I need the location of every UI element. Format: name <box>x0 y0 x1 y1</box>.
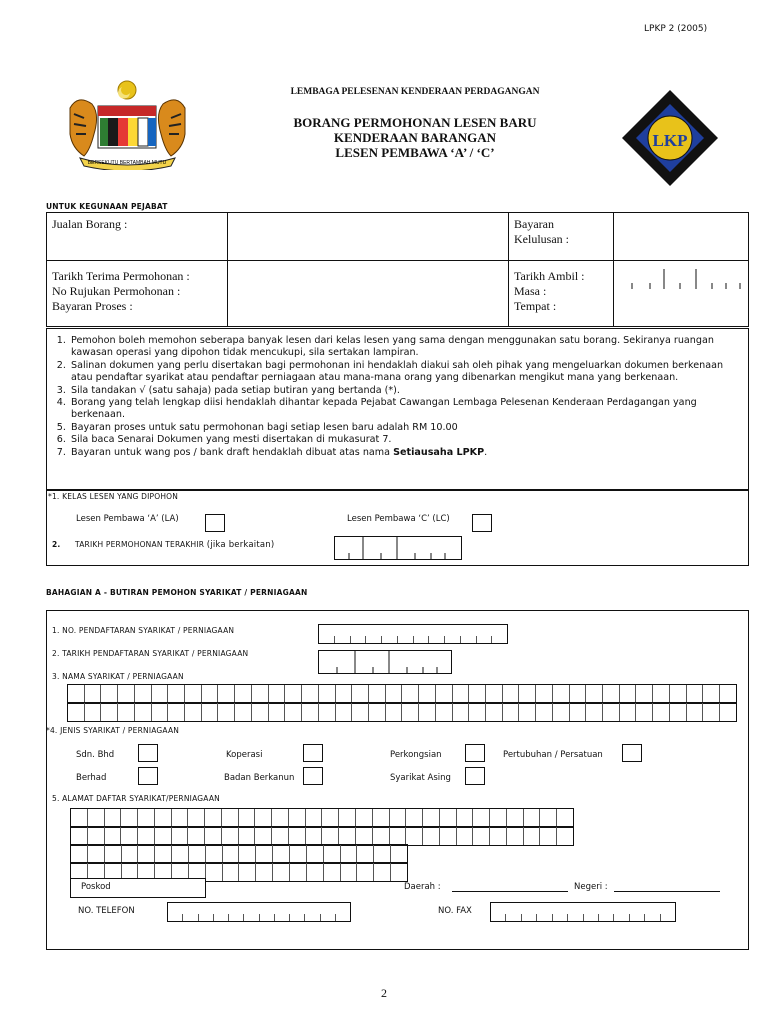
char-cell[interactable] <box>171 845 188 863</box>
char-cell[interactable] <box>338 809 355 827</box>
char-cell[interactable] <box>456 809 473 827</box>
char-cell[interactable] <box>117 703 134 721</box>
jualan-borang-value[interactable] <box>228 213 509 261</box>
char-cell[interactable] <box>476 636 492 643</box>
company-name-row-2[interactable] <box>67 702 737 722</box>
char-cell[interactable] <box>137 845 154 863</box>
char-cell[interactable] <box>168 914 182 921</box>
char-cell[interactable] <box>254 809 271 827</box>
char-cell[interactable] <box>373 845 390 863</box>
char-cell[interactable] <box>289 863 306 881</box>
char-cell[interactable] <box>71 809 87 827</box>
char-cell[interactable] <box>635 703 652 721</box>
char-cell[interactable] <box>365 636 381 643</box>
char-cell[interactable] <box>405 809 422 827</box>
type-sdn-bhd-label: Sdn. Bhd <box>76 750 115 760</box>
company-type-label: *4. JENIS SYARIKAT / PERNIAGAAN <box>46 726 180 735</box>
char-cell[interactable] <box>418 703 435 721</box>
char-cell[interactable] <box>556 809 573 827</box>
title-line-3: LESEN PEMBAWA ‘A’ / ‘C’ <box>335 145 495 160</box>
char-cell[interactable] <box>338 827 355 845</box>
type-perkongsian-checkbox[interactable] <box>465 744 485 762</box>
title-line-2: KENDERAAN BARANGAN <box>333 130 497 145</box>
char-cell[interactable] <box>268 685 285 703</box>
char-cell[interactable] <box>556 827 573 845</box>
char-cell[interactable] <box>635 685 652 703</box>
lc-label: Lesen Pembawa ‘C’ (LC) <box>347 514 450 524</box>
char-cell[interactable] <box>356 845 373 863</box>
last-application-label: TARIKH PERMOHONAN TERAKHIR (jika berkaitan) <box>75 540 275 550</box>
char-cell[interactable] <box>71 827 87 845</box>
char-cell[interactable] <box>335 703 352 721</box>
type-koperasi-label: Koperasi <box>226 750 263 760</box>
note-item: 1. Pemohon boleh memohon seberapa banyak lesen dari kelas lesen yang sama dengan menggunakan satu borang. Sekiranya ruangan kawasan operasi yang dipohon tidak mencukupi, sila sertakan lampiran. <box>69 335 728 360</box>
logo-text: LKP <box>652 131 688 150</box>
note-item: 5. Bayaran proses untuk satu permohonan bagi setiap lesen baru adalah RM 10.00 <box>69 422 728 434</box>
negeri-field[interactable] <box>614 891 720 892</box>
char-cell[interactable] <box>351 703 368 721</box>
char-cell[interactable] <box>104 845 121 863</box>
char-cell[interactable] <box>619 703 636 721</box>
char-cell[interactable] <box>583 914 598 921</box>
char-cell[interactable] <box>390 863 407 881</box>
char-cell[interactable] <box>452 703 469 721</box>
char-cell[interactable] <box>518 703 535 721</box>
char-cell[interactable] <box>187 827 204 845</box>
address-row-1[interactable] <box>70 808 574 828</box>
office-left-values[interactable] <box>228 261 509 327</box>
form-title <box>230 115 600 160</box>
char-cell[interactable] <box>502 685 519 703</box>
char-cell[interactable] <box>171 809 188 827</box>
char-cell[interactable] <box>334 636 350 643</box>
char-cell[interactable] <box>456 827 473 845</box>
char-cell[interactable] <box>201 703 218 721</box>
char-cell[interactable] <box>389 827 406 845</box>
char-cell[interactable] <box>355 809 372 827</box>
char-cell[interactable] <box>284 703 301 721</box>
char-cell[interactable] <box>204 809 221 827</box>
char-cell[interactable] <box>686 685 703 703</box>
type-syarikat-asing-label: Syarikat Asing <box>390 773 451 783</box>
char-cell[interactable] <box>151 685 168 703</box>
char-cell[interactable] <box>305 809 322 827</box>
reg-no-field[interactable] <box>318 624 508 644</box>
char-cell[interactable] <box>68 703 84 721</box>
char-cell[interactable] <box>120 827 137 845</box>
telefon-field[interactable] <box>167 902 351 922</box>
office-right-labels: Tarikh Ambil : Masa : Tempat : <box>509 261 614 327</box>
type-syarikat-asing-checkbox[interactable] <box>465 767 485 785</box>
char-cell[interactable] <box>660 914 675 921</box>
char-cell[interactable] <box>506 809 523 827</box>
char-cell[interactable] <box>222 863 239 881</box>
note-item: 6. Sila baca Senarai Dokumen yang mesti disertakan di mukasurat 7. <box>69 434 728 446</box>
char-cell[interactable] <box>120 809 137 827</box>
char-cell[interactable] <box>539 827 556 845</box>
jualan-borang-label: Jualan Borang : <box>47 213 228 261</box>
char-cell[interactable] <box>719 685 736 703</box>
char-cell[interactable] <box>569 685 586 703</box>
char-cell[interactable] <box>117 685 134 703</box>
char-cell[interactable] <box>390 845 407 863</box>
char-cell[interactable] <box>372 809 389 827</box>
char-cell[interactable] <box>385 703 402 721</box>
char-cell[interactable] <box>340 863 357 881</box>
char-cell[interactable] <box>134 685 151 703</box>
char-cell[interactable] <box>644 914 659 921</box>
char-cell[interactable] <box>397 636 413 643</box>
char-cell[interactable] <box>669 703 686 721</box>
office-use-heading: UNTUK KEGUNAAN PEJABAT <box>46 202 168 211</box>
note-item: 3. Sila tandakan √ (satu sahaja) pada setiap butiran yang bertanda (*). <box>69 385 728 397</box>
char-cell[interactable] <box>87 827 104 845</box>
char-cell[interactable] <box>228 914 243 921</box>
coat-of-arms-logo <box>60 78 195 170</box>
char-cell[interactable] <box>306 845 323 863</box>
char-cell[interactable] <box>373 863 390 881</box>
char-cell[interactable] <box>288 809 305 827</box>
char-cell[interactable] <box>304 914 319 921</box>
char-cell[interactable] <box>619 685 636 703</box>
char-cell[interactable] <box>238 809 255 827</box>
char-cell[interactable] <box>201 685 218 703</box>
char-cell[interactable] <box>289 914 304 921</box>
char-cell[interactable] <box>422 827 439 845</box>
char-cell[interactable] <box>491 914 505 921</box>
char-cell[interactable] <box>134 703 151 721</box>
char-cell[interactable] <box>569 703 586 721</box>
lpkp-logo <box>620 88 720 188</box>
char-cell[interactable] <box>254 827 271 845</box>
address-row-3[interactable] <box>70 844 408 864</box>
lc-checkbox[interactable] <box>472 514 492 532</box>
char-cell[interactable] <box>381 636 397 643</box>
char-cell[interactable] <box>401 703 418 721</box>
type-pertubuhan-label: Pertubuhan / Persatuan <box>503 750 603 760</box>
la-checkbox[interactable] <box>205 514 225 532</box>
char-cell[interactable] <box>368 703 385 721</box>
char-cell[interactable] <box>121 845 138 863</box>
char-cell[interactable] <box>401 685 418 703</box>
char-cell[interactable] <box>182 914 197 921</box>
address-row-2[interactable] <box>70 826 574 846</box>
telefon-label: NO. TELEFON <box>78 906 135 916</box>
char-cell[interactable] <box>243 914 258 921</box>
type-berhad-label: Berhad <box>76 773 107 783</box>
char-cell[interactable] <box>71 845 87 863</box>
char-cell[interactable] <box>535 703 552 721</box>
type-pertubuhan-checkbox[interactable] <box>622 744 642 762</box>
char-cell[interactable] <box>472 827 489 845</box>
section-a-heading: BAHAGIAN A - BUTIRAN PEMOHON SYARIKAT / PERNIAGAAN <box>46 588 308 597</box>
char-cell[interactable] <box>255 863 272 881</box>
char-cell[interactable] <box>68 685 84 703</box>
char-cell[interactable] <box>506 827 523 845</box>
char-cell[interactable] <box>205 845 222 863</box>
char-cell[interactable] <box>154 809 171 827</box>
char-cell[interactable] <box>84 703 101 721</box>
char-cell[interactable] <box>323 863 340 881</box>
char-cell[interactable] <box>335 914 350 921</box>
char-cell[interactable] <box>439 809 456 827</box>
char-cell[interactable] <box>598 914 613 921</box>
char-cell[interactable] <box>468 703 485 721</box>
fax-field[interactable] <box>490 902 676 922</box>
char-cell[interactable] <box>669 685 686 703</box>
char-cell[interactable] <box>272 863 289 881</box>
char-cell[interactable] <box>154 845 171 863</box>
char-cell[interactable] <box>238 845 255 863</box>
char-cell[interactable] <box>188 845 205 863</box>
daerah-field[interactable] <box>452 891 568 892</box>
char-cell[interactable] <box>222 845 239 863</box>
char-cell[interactable] <box>221 809 238 827</box>
char-cell[interactable] <box>536 914 551 921</box>
char-cell[interactable] <box>217 703 234 721</box>
tarikh-ambil-value[interactable] <box>614 261 749 327</box>
char-cell[interactable] <box>84 685 101 703</box>
char-cell[interactable] <box>167 703 184 721</box>
char-cell[interactable] <box>289 845 306 863</box>
type-badan-berkanun-label: Badan Berkanun <box>224 773 295 783</box>
type-koperasi-checkbox[interactable] <box>303 744 323 762</box>
char-cell[interactable] <box>502 703 519 721</box>
char-cell[interactable] <box>288 827 305 845</box>
char-cell[interactable] <box>205 863 222 881</box>
char-cell[interactable] <box>259 914 274 921</box>
char-cell[interactable] <box>321 809 338 827</box>
fax-label: NO. FAX <box>438 906 472 916</box>
char-cell[interactable] <box>552 914 567 921</box>
char-cell[interactable] <box>355 827 372 845</box>
char-cell[interactable] <box>585 703 602 721</box>
char-cell[interactable] <box>198 914 213 921</box>
char-cell[interactable] <box>154 827 171 845</box>
char-cell[interactable] <box>301 703 318 721</box>
char-cell[interactable] <box>428 636 444 643</box>
char-cell[interactable] <box>271 827 288 845</box>
char-cell[interactable] <box>356 863 373 881</box>
char-cell[interactable] <box>255 845 272 863</box>
char-cell[interactable] <box>319 636 334 643</box>
char-cell[interactable] <box>238 827 255 845</box>
char-cell[interactable] <box>213 914 228 921</box>
char-cell[interactable] <box>372 827 389 845</box>
char-cell[interactable] <box>552 703 569 721</box>
office-left-labels: Tarikh Terima Permohonan : No Rujukan Permohonan : Bayaran Proses : <box>47 261 228 327</box>
char-cell[interactable] <box>521 914 536 921</box>
char-cell[interactable] <box>318 703 335 721</box>
char-cell[interactable] <box>518 685 535 703</box>
type-berhad-checkbox[interactable] <box>138 767 158 785</box>
note-item: 2. Salinan dokumen yang perlu disertakan bagi permohonan ini hendaklah diakui sah oleh pihak yang mengeluarkan dokumen berkenaan atau pendaftar syarikat atau pendaftar perniagaan atau mana-mana orang yang dibenarkan mengikut mana yang berkenaan. <box>69 360 728 385</box>
char-cell[interactable] <box>137 827 154 845</box>
char-cell[interactable] <box>686 703 703 721</box>
office-use-table <box>46 212 749 327</box>
poskod-label: Poskod <box>81 882 111 892</box>
address-label: 5. ALAMAT DAFTAR SYARIKAT/PERNIAGAAN <box>52 794 220 803</box>
char-cell[interactable] <box>539 809 556 827</box>
char-cell[interactable] <box>444 636 460 643</box>
note-item: 7. Bayaran untuk wang pos / bank draft hendaklah dibuat atas nama Setiausaha LPKP. <box>69 447 728 459</box>
form-code: LPKP 2 (2005) <box>644 24 708 34</box>
notes-box <box>46 328 749 490</box>
char-cell[interactable] <box>323 845 340 863</box>
agency-name: LEMBAGA PELESENAN KENDERAAN PERDAGANGAN <box>290 87 540 97</box>
char-cell[interactable] <box>505 914 520 921</box>
char-cell[interactable] <box>104 827 121 845</box>
char-cell[interactable] <box>523 827 540 845</box>
char-cell[interactable] <box>271 809 288 827</box>
char-cell[interactable] <box>301 685 318 703</box>
char-cell[interactable] <box>204 827 221 845</box>
char-cell[interactable] <box>184 685 201 703</box>
char-cell[interactable] <box>87 809 104 827</box>
char-cell[interactable] <box>489 827 506 845</box>
char-cell[interactable] <box>171 827 188 845</box>
char-cell[interactable] <box>104 809 121 827</box>
page-number: 2 <box>381 986 387 1000</box>
char-cell[interactable] <box>184 703 201 721</box>
char-cell[interactable] <box>274 914 289 921</box>
char-cell[interactable] <box>284 685 301 703</box>
char-cell[interactable] <box>702 685 719 703</box>
char-cell[interactable] <box>468 685 485 703</box>
char-cell[interactable] <box>439 827 456 845</box>
reg-date-field[interactable] <box>318 650 452 674</box>
char-cell[interactable] <box>234 703 251 721</box>
char-cell[interactable] <box>321 827 338 845</box>
char-cell[interactable] <box>187 809 204 827</box>
last-application-number: 2. <box>52 540 61 549</box>
char-cell[interactable] <box>251 703 268 721</box>
char-cell[interactable] <box>460 636 476 643</box>
char-cell[interactable] <box>238 863 255 881</box>
char-cell[interactable] <box>385 685 402 703</box>
char-cell[interactable] <box>320 914 335 921</box>
char-cell[interactable] <box>413 636 429 643</box>
char-cell[interactable] <box>234 685 251 703</box>
licence-class-label: *1. KELAS LESEN YANG DIPOHON <box>48 492 179 501</box>
char-cell[interactable] <box>535 685 552 703</box>
char-cell[interactable] <box>305 827 322 845</box>
char-cell[interactable] <box>567 914 582 921</box>
company-name-label: 3. NAMA SYARIKAT / PERNIAGAAN <box>52 672 184 681</box>
char-cell[interactable] <box>221 827 238 845</box>
char-cell[interactable] <box>405 827 422 845</box>
char-cell[interactable] <box>137 809 154 827</box>
char-cell[interactable] <box>523 809 540 827</box>
la-label: Lesen Pembawa ‘A’ (LA) <box>76 514 179 524</box>
char-cell[interactable] <box>100 685 117 703</box>
char-cell[interactable] <box>585 685 602 703</box>
char-cell[interactable] <box>389 809 406 827</box>
last-application-date-field[interactable] <box>334 536 462 560</box>
poskod-field[interactable] <box>70 878 206 898</box>
char-cell[interactable] <box>368 685 385 703</box>
char-cell[interactable] <box>702 703 719 721</box>
char-cell[interactable] <box>613 914 628 921</box>
note-item: 4. Borang yang telah lengkap diisi hendaklah dihantar kepada Pejabat Cawangan Lembaga Pelesenan Kenderaan Perdagangan yang berkenaan. <box>69 397 728 422</box>
char-cell[interactable] <box>602 703 619 721</box>
char-cell[interactable] <box>629 914 644 921</box>
company-name-row-1[interactable] <box>67 684 737 704</box>
char-cell[interactable] <box>485 703 502 721</box>
char-cell[interactable] <box>268 703 285 721</box>
notes-list <box>47 335 728 459</box>
char-cell[interactable] <box>351 685 368 703</box>
negeri-label: Negeri : <box>574 882 608 892</box>
type-perkongsian-label: Perkongsian <box>390 750 442 760</box>
char-cell[interactable] <box>435 685 452 703</box>
char-cell[interactable] <box>335 685 352 703</box>
char-cell[interactable] <box>251 685 268 703</box>
reg-no-label: 1. NO. PENDAFTARAN SYARIKAT / PERNIAGAAN <box>52 626 235 635</box>
coat-motto: BERSEKUTU BERTAMBAH MUTU <box>87 160 167 166</box>
char-cell[interactable] <box>272 845 289 863</box>
char-cell[interactable] <box>422 809 439 827</box>
char-cell[interactable] <box>652 703 669 721</box>
char-cell[interactable] <box>472 809 489 827</box>
char-cell[interactable] <box>418 685 435 703</box>
char-cell[interactable] <box>350 636 366 643</box>
char-cell[interactable] <box>151 703 168 721</box>
char-cell[interactable] <box>340 845 357 863</box>
type-badan-berkanun-checkbox[interactable] <box>303 767 323 785</box>
char-cell[interactable] <box>552 685 569 703</box>
daerah-label: Daerah : <box>404 882 441 892</box>
char-cell[interactable] <box>306 863 323 881</box>
char-cell[interactable] <box>318 685 335 703</box>
bayaran-kelulusan-value[interactable] <box>614 213 749 261</box>
char-cell[interactable] <box>491 636 507 643</box>
char-cell[interactable] <box>167 685 184 703</box>
char-cell[interactable] <box>452 685 469 703</box>
char-cell[interactable] <box>602 685 619 703</box>
title-line-1: BORANG PERMOHONAN LESEN BARU <box>293 115 537 130</box>
char-cell[interactable] <box>485 685 502 703</box>
bayaran-kelulusan-label: Bayaran Kelulusan : <box>509 213 614 261</box>
char-cell[interactable] <box>719 703 736 721</box>
char-cell[interactable] <box>87 845 104 863</box>
char-cell[interactable] <box>100 703 117 721</box>
char-cell[interactable] <box>435 703 452 721</box>
char-cell[interactable] <box>217 685 234 703</box>
char-cell[interactable] <box>489 809 506 827</box>
char-cell[interactable] <box>652 685 669 703</box>
reg-date-label: 2. TARIKH PENDAFTARAN SYARIKAT / PERNIAGAAN <box>52 649 249 658</box>
type-sdn-bhd-checkbox[interactable] <box>138 744 158 762</box>
